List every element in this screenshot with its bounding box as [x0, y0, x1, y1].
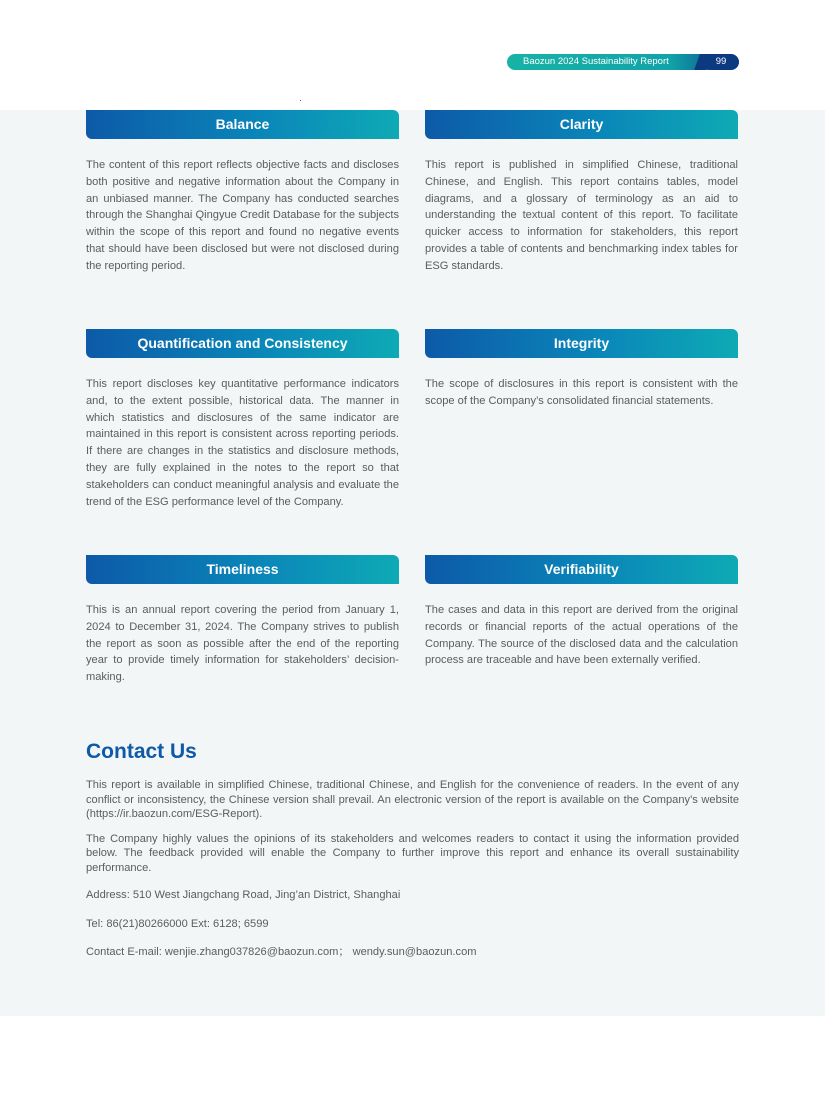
contact-heading: Contact Us [86, 740, 197, 763]
section-text-timeliness: This is an annual report covering the period from January 1, 2024 to December 31, 2024. The Company strives to publish the report as soon as possible after the end of the reporting year to provide timely information for stakeholders’ decision- making. [86, 604, 399, 684]
section-heading-clarity: Clarity [425, 110, 738, 139]
section-verifiability [425, 555, 738, 669]
section-text-balance: The content of this report reflects objective facts and discloses both positive and negative information about the Company in an unbiased manner. The Company has conducted searches through the Shanghai Qingyue Credit Database for the subjects within the scope of this report and found no negative events that should have been disclosed but were not disclosed during the reporting period. [86, 159, 399, 272]
contact-address: Address: 510 West Jiangchang Road, Jing’an District, Shanghai [86, 889, 401, 901]
section-clarity [425, 110, 738, 275]
section-heading-integrity: Integrity [425, 329, 738, 358]
section-text-quantification: This report discloses key quantitative performance indicators and, to the extent possible, historical data. The manner in which statistics and disclosures of the same indicator are maintained in this report is consistent across reporting periods. If there are changes in the statistics and disclosure methods, they are fully explained in the notes to the report so that stakeholders can conduct meaningful analysis and evaluate the trend of the ESG performance level of the Company. [86, 378, 399, 508]
section-heading-balance: Balance [86, 110, 399, 139]
section-text-integrity: The scope of disclosures in this report is consistent with the scope of the Company’s consolidated financial statements. [425, 378, 738, 407]
contact-section [86, 738, 739, 960]
stray-dot [300, 100, 301, 101]
section-heading-timeliness: Timeliness [86, 555, 399, 584]
contact-telephone: Tel: 86(21)80266000 Ext: 6128; 6599 [86, 917, 269, 930]
report-title: Baozun 2024 Sustainability Report [523, 56, 669, 67]
section-heading-quantification: Quantification and Consistency [86, 329, 399, 358]
page-number: 99 [703, 54, 739, 70]
section-timeliness [86, 555, 399, 686]
contact-paragraph-languages: This report is available in simplified Chinese, traditional Chinese, and English for the convenience of readers. In the event of any conflict or inconsistency, the Chinese version shall prevail. An electronic version of the report is available on the Company’s website (https://ir.baozun.com/ESG-Report). [86, 779, 739, 820]
section-quantification [86, 329, 399, 510]
contact-paragraph-feedback: The Company highly values the opinions of its stakeholders and welcomes readers to contact it using the information provided below. The feedback provided will enable the Company to further improve this report and enhance its overall sustainability performance. [86, 832, 739, 874]
section-integrity [425, 329, 738, 410]
contact-email: Contact E-mail: wenjie.zhang037826@baozun.com； wendy.sun@baozun.com [86, 946, 477, 958]
section-balance [86, 110, 399, 275]
section-text-clarity: This report is published in simplified Chinese, traditional Chinese, and English. This report contains tables, model diagrams, and a glossary of terminology as an aid to understanding the textual content of this report. To facilitate quicker access to information for stakeholders, this report provides a table of contents and benchmarking index tables for ESG standards. [425, 159, 738, 272]
section-text-verifiability: The cases and data in this report are derived from the original records or financial reports of the actual operations of the Company. The source of the disclosed data and the calculation process are traceable and have been externally verified. [425, 604, 738, 667]
section-heading-verifiability: Verifiability [425, 555, 738, 584]
report-header-pill [507, 54, 739, 70]
